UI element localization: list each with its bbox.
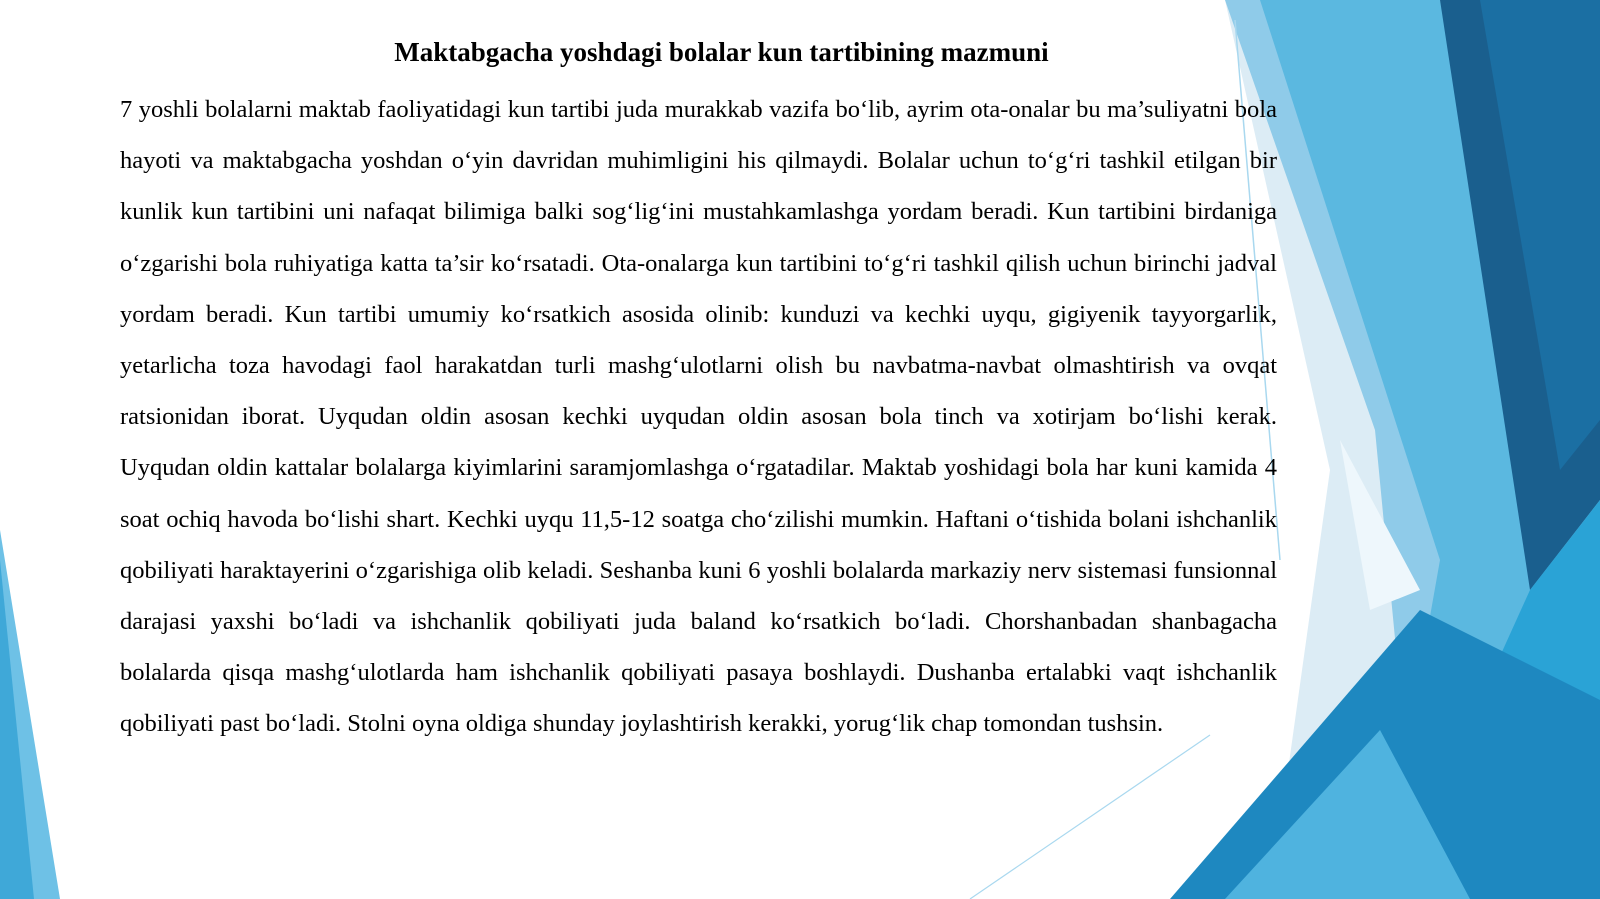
slide-title: Maktabgacha yoshdagi bolalar kun tartibining mazmuni	[394, 37, 1049, 67]
slide-body-text: 7 yoshli bolalarni maktab faoliyatidagi kun tartibi juda murakkab vazifa bo‘lib, ayrim ota-onalar bu ma’suliyatni bola hayoti va maktabgacha yoshdan o‘yin davridan muhimligini his qilmaydi. Bolalar uchun to‘g‘ri tashkil etilgan bir kunlik kun tartibini uni nafaqat bilimiga balki sog‘lig‘ini mustahkamlashga yordam beradi. Kun tartibini birdaniga o‘zgarishi bola ruhiyatiga katta ta’sir ko‘rsatadi. Ota-onalarga kun tartibini to‘g‘ri tashkil qilish uchun birinchi jadval yordam beradi. Kun tartibi umumiy ko‘rsatkich asosida olinib: kunduzi va kechki uyqu, gigiyenik tayyorgarlik, yetarlicha toza havodagi faol harakatdan turli mashg‘ulotlarni olish bu navbatma-navbat olmashtirish va ovqat ratsionidan iborat. Uyqudan oldin asosan kechki uyqudan oldin asosan bola tinch va xotirjam bo‘lishi kerak. Uyqudan oldin kattalar bolalarga kiyimlarini saramjomlashga o‘rgatadilar. Maktab yoshidagi bola har kuni kamida 4 soat ochiq havoda bo‘lishi shart. Kechki uyqu 11,5-12 soatga cho‘zilishi mumkin. Haftani o‘tishida bolani ishchanlik qobiliyati haraktayerini o‘zgarishiga olib keladi. Seshanba kuni 6 yoshli bolalarda markaziy nerv sistemasi funsionnal darajasi yaxshi bo‘ladi va ishchanlik qobiliyati juda baland ko‘rsatkich bo‘ladi. Chorshanbadan shanbagacha bolalarda qisqa mashg‘ulotlarda ham ishchanlik qobiliyati pasaya boshlaydi. Dushanba ertalabki vaqt ishchanlik qobiliyati past bo‘ladi. Stolni oyna oldiga shunday joylashtirish kerakki, yorug‘lik chap tomondan tushsin.	[120, 96, 1277, 738]
accent-line	[970, 735, 1210, 899]
